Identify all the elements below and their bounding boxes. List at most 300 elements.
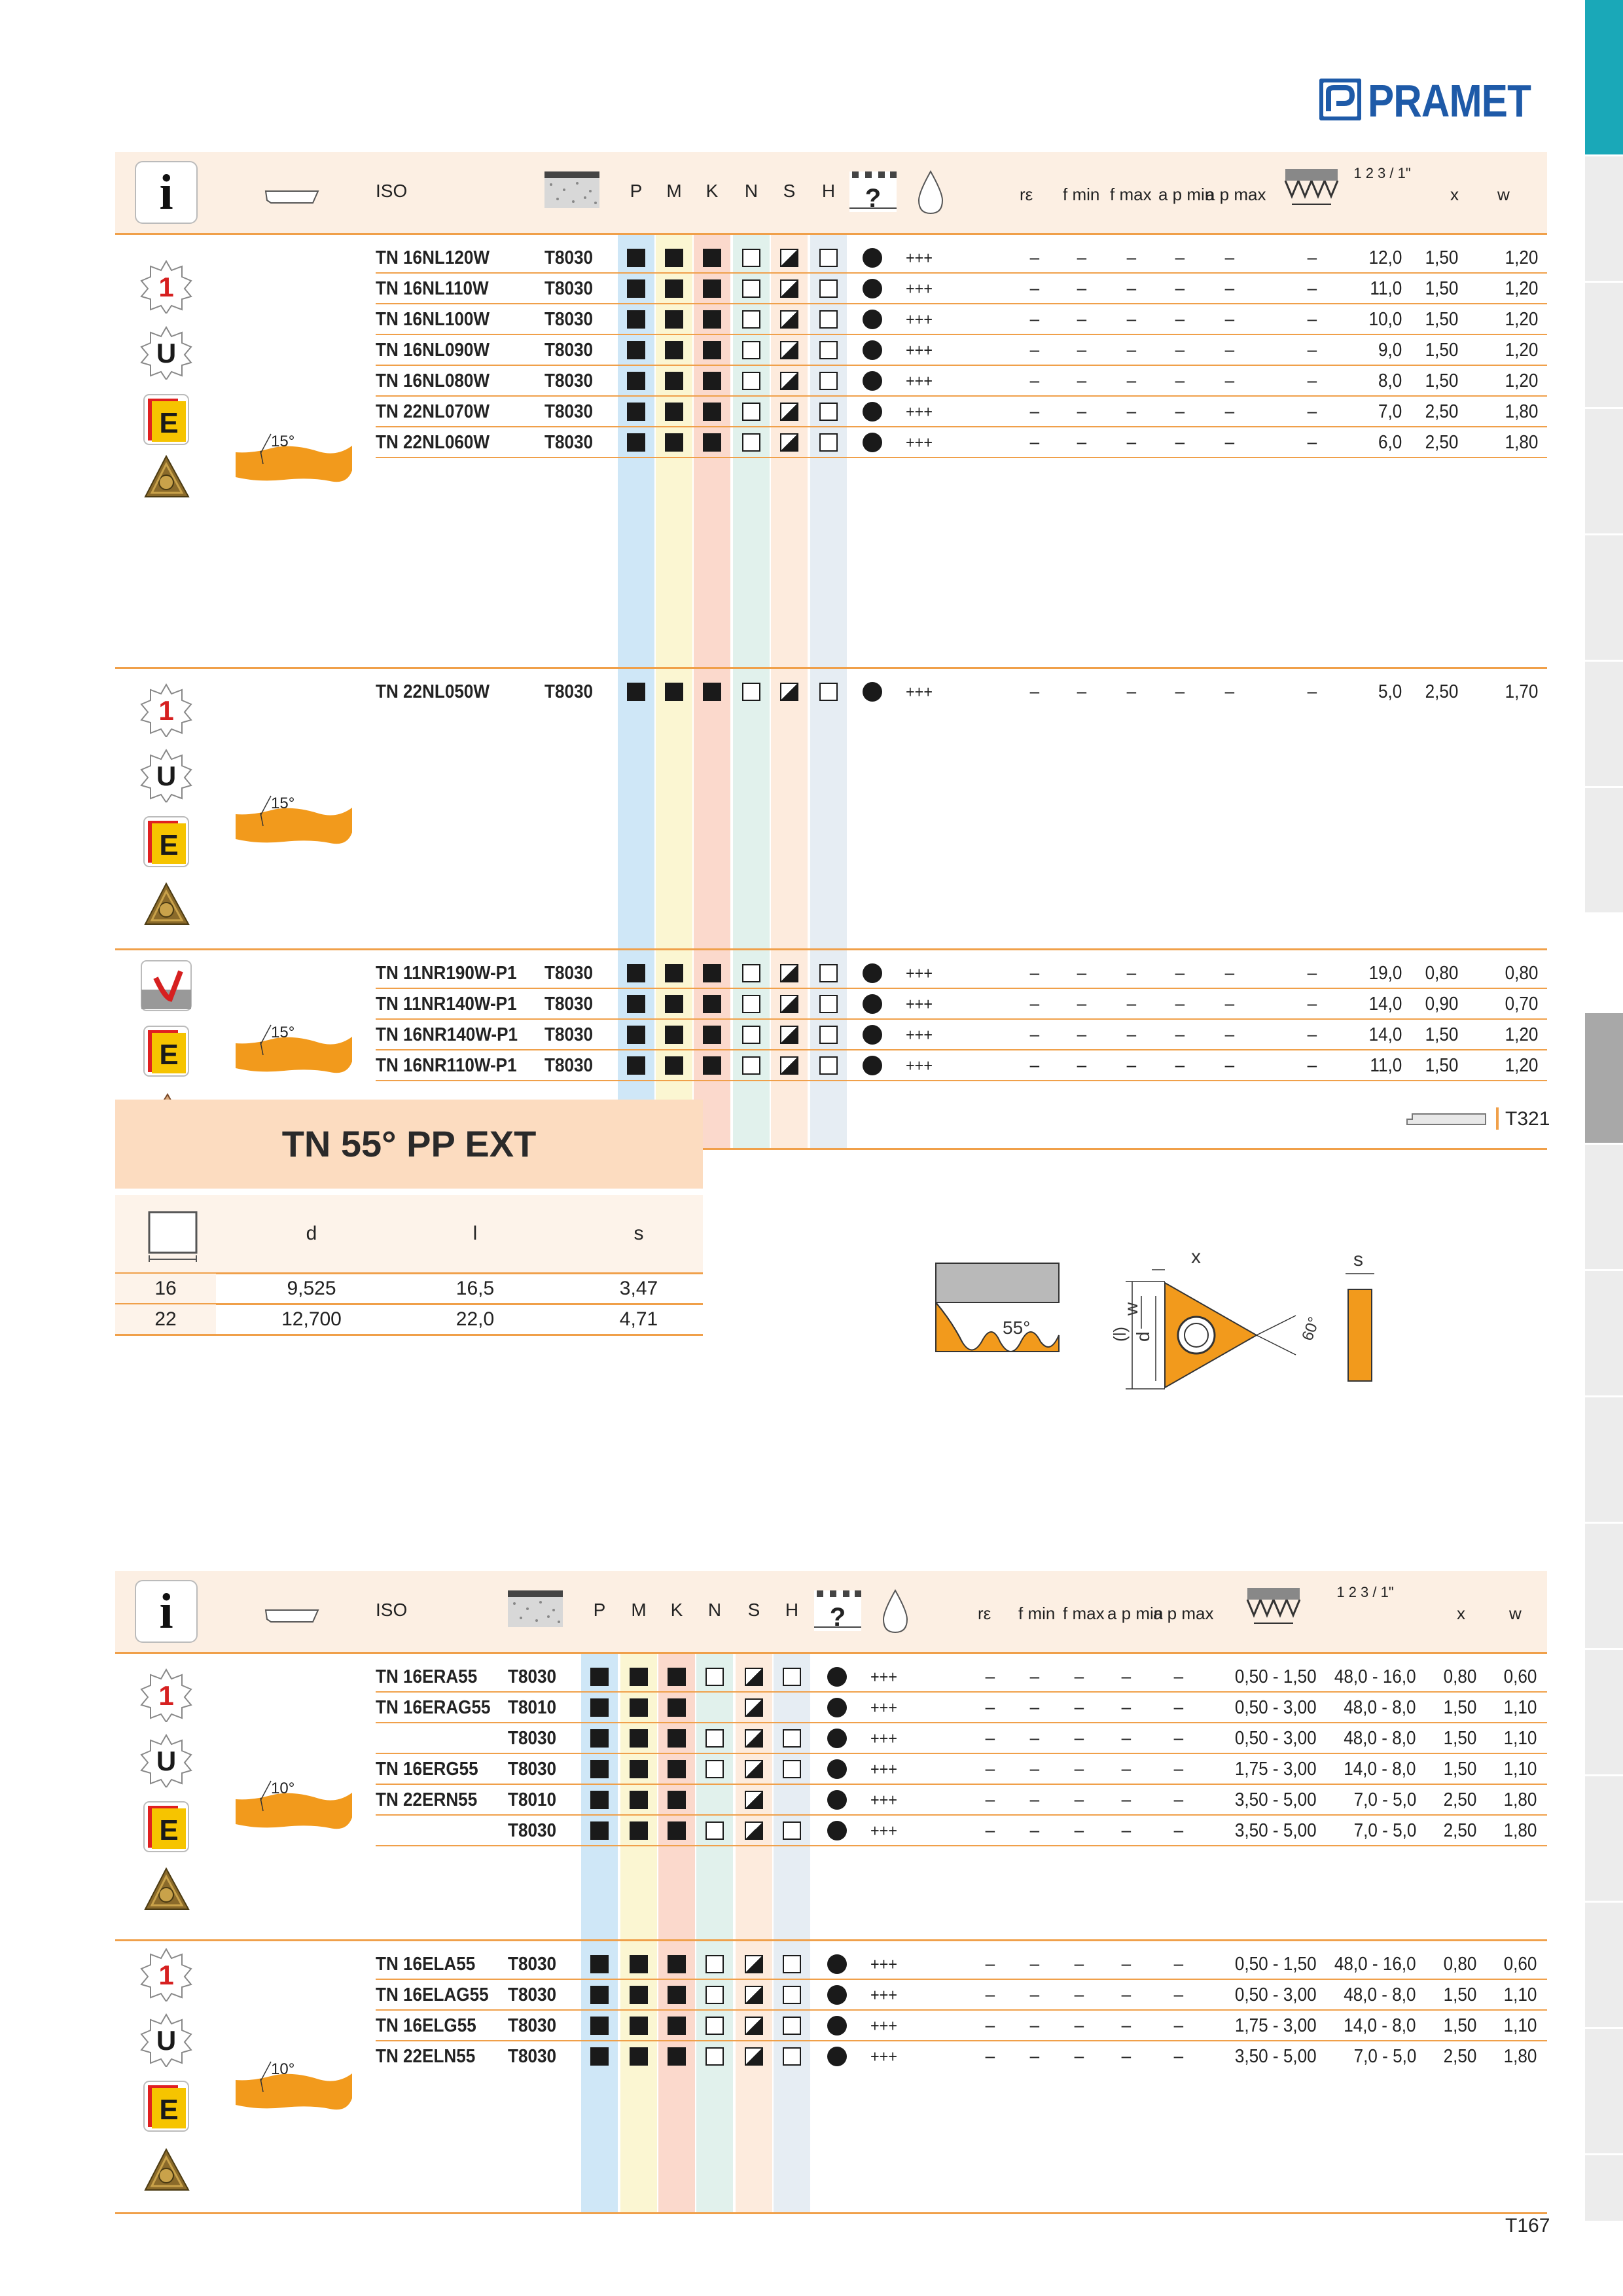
value-ap-range: 0,50 - 1,50: [1235, 1954, 1317, 1975]
value-ap-range: 0,50 - 3,00: [1235, 1728, 1317, 1749]
value-ap-max: –: [1224, 340, 1234, 361]
value-thread-pitch: –: [1307, 370, 1317, 391]
coolant-rating: +++: [870, 1759, 898, 1779]
dim-l: 22,0: [455, 1308, 495, 1330]
value-r-epsilon: –: [1029, 340, 1039, 361]
recommended-dot: [863, 340, 882, 360]
suitability-m-full: [630, 1729, 648, 1748]
suitability-p-full: [627, 964, 645, 982]
info-icon[interactable]: i: [135, 161, 198, 224]
value-f-max: –: [1074, 1728, 1084, 1749]
coolant-rating: +++: [906, 963, 933, 983]
header-material-p: P: [593, 1600, 606, 1620]
value-f-min: –: [1077, 432, 1086, 453]
value-tpi: 14,0: [1368, 1024, 1402, 1045]
material-band: [733, 669, 770, 948]
coolant-rating: +++: [870, 1985, 898, 2005]
suitability-m-full: [665, 964, 683, 982]
insert-technical-drawing: [929, 1244, 1387, 1427]
designation[interactable]: TN 11NR140W-P1: [376, 994, 517, 1014]
recommended-dot: [863, 994, 882, 1014]
value-f-max: –: [1126, 432, 1136, 453]
value-ap-range: 0,50 - 3,00: [1235, 1697, 1317, 1718]
coolant-rating: +++: [906, 994, 933, 1014]
value-f-min: –: [1029, 1697, 1039, 1718]
suitability-k-full: [668, 1760, 686, 1778]
value-f-min: –: [1077, 340, 1086, 361]
coolant-rating: +++: [870, 1667, 898, 1687]
workpiece-section: [936, 1263, 1059, 1302]
designation[interactable]: TN 16NL090W: [376, 340, 490, 361]
universal-u-icon: [139, 747, 194, 802]
value-f-max: –: [1126, 1055, 1136, 1076]
dimension-row[interactable]: [115, 1304, 703, 1336]
suitability-m-full: [665, 310, 683, 329]
suitability-k-full: [703, 964, 721, 982]
recommended-dot: [827, 1954, 847, 1974]
value-r-epsilon: –: [985, 1789, 995, 1810]
value-thread-pitch: –: [1307, 432, 1317, 453]
header-material-h: H: [821, 181, 836, 201]
value-thread-pitch: –: [1307, 681, 1317, 702]
header-r-epsilon: rε: [978, 1604, 991, 1623]
suitability-p-full: [590, 1698, 609, 1717]
size: 22: [154, 1308, 177, 1330]
value-ap-max: –: [1224, 994, 1234, 1014]
side-tab[interactable]: [1585, 1145, 1623, 1271]
angle-55: 55°: [1003, 1318, 1031, 1338]
designation[interactable]: TN 16ELAG55: [376, 1984, 489, 2005]
designation[interactable]: TN 16NL100W: [376, 309, 490, 330]
pramet-logo: [1319, 73, 1548, 124]
value-ap-max: –: [1173, 1984, 1183, 2005]
value-x: 2,50: [1425, 401, 1458, 422]
suitability-h-empty: [819, 995, 838, 1013]
suitability-n-empty: [742, 310, 760, 329]
suitability-n-empty: [742, 683, 760, 701]
value-ap-min: –: [1175, 340, 1185, 361]
value-ap-max: –: [1173, 1759, 1183, 1780]
side-tab[interactable]: [1585, 535, 1623, 662]
value-thread-pitch: –: [1307, 340, 1317, 361]
suitability-k-full: [668, 2017, 686, 2035]
dim-l-label: (l): [1110, 1326, 1130, 1342]
value-tpi-range: 48,0 - 16,0: [1334, 1954, 1416, 1975]
profile-angle: 10°: [271, 1780, 295, 1797]
suitability-k-full: [703, 995, 721, 1013]
recommended-dot: [863, 682, 882, 702]
side-tab[interactable]: [1585, 2029, 1623, 2155]
insert-table-1: [115, 152, 1547, 1076]
value-r-epsilon: –: [1029, 309, 1039, 330]
value-thread-pitch: –: [1307, 278, 1317, 299]
designation[interactable]: TN 16NR110W-P1: [376, 1055, 517, 1076]
value-r-epsilon: –: [985, 1984, 995, 2005]
value-ap-min: –: [1175, 963, 1185, 984]
value-tpi-range: 14,0 - 8,0: [1344, 1759, 1416, 1780]
value-ap-min: –: [1175, 370, 1185, 391]
insert-photo-icon: [139, 451, 194, 506]
value-f-max: –: [1074, 2046, 1084, 2067]
suitability-k-full: [703, 1056, 721, 1075]
grade: T8030: [508, 1984, 557, 2005]
value-x: 2,50: [1425, 681, 1458, 702]
designation[interactable]: TN 22ELN55: [376, 2046, 476, 2067]
designation[interactable]: TN 16ERG55: [376, 1759, 478, 1780]
value-ap-min: –: [1175, 1024, 1185, 1045]
suitability-n-empty: [705, 2047, 724, 2066]
value-tpi-range: 14,0 - 8,0: [1344, 2015, 1416, 2036]
value-f-min: –: [1029, 1954, 1039, 1975]
grade: T8010: [508, 1697, 557, 1718]
side-tab[interactable]: [1585, 1524, 1623, 1650]
header-iso: ISO: [376, 181, 408, 201]
suitability-s-half: [780, 964, 798, 982]
value-tpi-range: 48,0 - 8,0: [1344, 1728, 1416, 1749]
side-tab[interactable]: [1585, 1271, 1623, 1397]
suitability-h-empty: [819, 1026, 838, 1044]
suitability-m-full: [665, 995, 683, 1013]
value-tpi-range: 48,0 - 8,0: [1344, 1697, 1416, 1718]
suitability-m-full: [630, 1986, 648, 2004]
value-f-max: –: [1126, 963, 1136, 984]
value-f-min: –: [1077, 681, 1086, 702]
value-f-min: –: [1077, 278, 1086, 299]
dim-header-l: l: [473, 1223, 478, 1244]
group-separator: [115, 1939, 1547, 1941]
value-ap-min: –: [1175, 1055, 1185, 1076]
value-tpi: 9,0: [1378, 340, 1402, 361]
suitability-p-full: [627, 310, 645, 329]
value-ap-max: –: [1224, 401, 1234, 422]
value-thread-pitch: –: [1307, 994, 1317, 1014]
suitability-h-empty: [819, 279, 838, 298]
suitability-k-full: [703, 683, 721, 701]
profile-angle: 15°: [271, 1024, 295, 1041]
side-tab[interactable]: [1585, 156, 1623, 283]
insert-photo-icon: [139, 878, 194, 933]
designation[interactable]: TN 16NL120W: [376, 247, 490, 268]
dim-x-label: x: [1191, 1246, 1201, 1268]
suitability-n-empty: [742, 341, 760, 359]
value-ap-range: 3,50 - 5,00: [1235, 1820, 1317, 1841]
value-thread-pitch: –: [1307, 247, 1317, 268]
designation[interactable]: TN 22NL060W: [376, 432, 490, 453]
header-ap-max: a p max: [1153, 1604, 1214, 1623]
recommended-dot: [863, 433, 882, 452]
value-f-min: –: [1029, 1666, 1039, 1687]
coolant-rating: +++: [906, 248, 933, 268]
value-ap-max: –: [1224, 247, 1234, 268]
side-tab[interactable]: [1585, 1776, 1623, 1903]
value-f-max: –: [1074, 1984, 1084, 2005]
value-x: 1,50: [1425, 309, 1458, 330]
value-ap-min: –: [1175, 401, 1185, 422]
value-f-max: –: [1074, 2015, 1084, 2036]
value-ap-min: –: [1121, 1759, 1131, 1780]
value-f-max: –: [1126, 681, 1136, 702]
coolant-rating: +++: [906, 1025, 933, 1045]
coolant-question-icon: [812, 1588, 864, 1634]
suitability-p-full: [627, 249, 645, 267]
grade: T8030: [508, 1759, 557, 1780]
grade: T8030: [544, 681, 594, 702]
suitability-s-half: [780, 279, 798, 298]
side-tab[interactable]: [1585, 662, 1623, 788]
suitability-m-full: [630, 1955, 648, 1973]
value-ap-max: –: [1173, 2046, 1183, 2067]
side-tab-section[interactable]: [1585, 1013, 1623, 1145]
suitability-h-empty: [819, 372, 838, 390]
suitability-m-full: [630, 1760, 648, 1778]
side-tab[interactable]: [1585, 1903, 1623, 2029]
suitability-p-full: [627, 1026, 645, 1044]
header-material-p: P: [630, 181, 643, 201]
svg-text:1: 1: [158, 1960, 174, 1990]
value-r-epsilon: –: [1029, 432, 1039, 453]
dim-w-label: w: [1121, 1302, 1141, 1316]
insert-size-icon: [147, 1210, 202, 1262]
header-ap-min: a p min: [1158, 185, 1215, 204]
designation[interactable]: TN 22NL050W: [376, 681, 490, 702]
value-tpi: 11,0: [1370, 1055, 1402, 1076]
value-ap-range: 3,50 - 5,00: [1235, 1789, 1317, 1810]
suitability-m-full: [630, 2047, 648, 2066]
side-tab[interactable]: [1585, 2155, 1623, 2223]
value-r-epsilon: –: [985, 1697, 995, 1718]
grade: T8030: [508, 1820, 557, 1841]
suitability-p-full: [590, 2047, 609, 2066]
value-ap-max: –: [1173, 1954, 1183, 1975]
value-w: 0,80: [1505, 963, 1538, 984]
header-f-min: f min: [1063, 185, 1100, 204]
value-ap-min: –: [1175, 278, 1185, 299]
svg-text:U: U: [156, 2025, 177, 2056]
value-ap-max: –: [1173, 1728, 1183, 1749]
suitability-h-empty: [819, 310, 838, 329]
value-ap-min: –: [1121, 1697, 1131, 1718]
grade: T8030: [544, 370, 594, 391]
value-f-max: –: [1126, 278, 1136, 299]
value-w: 1,80: [1503, 1789, 1537, 1810]
header-material-n: N: [744, 181, 758, 201]
suitability-n-empty: [705, 1955, 724, 1973]
profile-angle: 10°: [271, 2060, 295, 2078]
coolant-rating: +++: [906, 682, 933, 702]
header-x: x: [1457, 1604, 1465, 1623]
ref-divider: [1496, 1107, 1499, 1130]
grade: T8030: [544, 994, 594, 1014]
suitability-k-full: [668, 2047, 686, 2066]
value-r-epsilon: –: [1029, 994, 1039, 1014]
value-tpi-range: 48,0 - 8,0: [1344, 1984, 1416, 2005]
header-material-m: M: [631, 1600, 647, 1620]
value-ap-min: –: [1175, 432, 1185, 453]
designation[interactable]: TN 16ERA55: [376, 1666, 478, 1687]
side-tab[interactable]: [1585, 283, 1623, 409]
value-w: 0,60: [1503, 1954, 1537, 1975]
value-f-max: –: [1126, 247, 1136, 268]
suitability-h-empty: [783, 1668, 801, 1686]
dim-d: 9,525: [287, 1278, 336, 1299]
side-tab-active[interactable]: [1585, 0, 1623, 156]
suitability-k-full: [668, 1791, 686, 1809]
value-r-epsilon: –: [985, 1820, 995, 1841]
suitability-k-full: [668, 1821, 686, 1840]
material-band: [694, 669, 730, 948]
recommended-dot: [827, 1759, 847, 1779]
suitability-n-empty: [705, 1729, 724, 1748]
coolant-rating: +++: [906, 433, 933, 452]
insert-table-2: [115, 1571, 1547, 2212]
grade-texture-icon: [544, 171, 599, 208]
value-x: 1,50: [1425, 1024, 1458, 1045]
designation[interactable]: TN 16ELA55: [376, 1954, 476, 1975]
coolant-rating: +++: [906, 310, 933, 329]
suitability-h-empty: [819, 403, 838, 421]
suitability-h-empty: [783, 1821, 801, 1840]
value-x: 1,50: [1425, 278, 1458, 299]
dimension-row[interactable]: [115, 1274, 703, 1305]
value-f-min: –: [1029, 1820, 1039, 1841]
value-tpi: 11,0: [1370, 278, 1402, 299]
suitability-p-full: [590, 2017, 609, 2035]
material-band: [771, 669, 808, 948]
value-f-max: –: [1074, 1954, 1084, 1975]
dimension-table-header: [115, 1195, 703, 1274]
value-w: 0,70: [1505, 994, 1538, 1014]
svg-text:?: ?: [865, 184, 882, 213]
designation[interactable]: TN 16NL080W: [376, 370, 490, 391]
suitability-s-half: [745, 1668, 763, 1686]
grade: T8010: [508, 1789, 557, 1810]
suitability-p-full: [627, 341, 645, 359]
suitability-m-full: [665, 279, 683, 298]
grade: T8030: [544, 963, 594, 984]
value-r-epsilon: –: [1029, 1024, 1039, 1045]
designation[interactable]: TN 22ERN55: [376, 1789, 478, 1810]
info-icon[interactable]: i: [135, 1580, 198, 1643]
value-thread-pitch: –: [1307, 401, 1317, 422]
insert-photo-icon: [139, 2144, 194, 2199]
header-material-s: S: [747, 1600, 760, 1620]
suitability-k-full: [703, 310, 721, 329]
recommended-dot: [827, 1985, 847, 2005]
value-x: 1,50: [1425, 340, 1458, 361]
value-w: 1,80: [1503, 2046, 1537, 2067]
suitability-k-full: [703, 279, 721, 298]
brand-name: PRAMET: [1368, 75, 1531, 126]
recommended-dot: [827, 2047, 847, 2066]
value-ap-range: 1,75 - 3,00: [1235, 2015, 1317, 2036]
grade: T8030: [544, 278, 594, 299]
suitability-p-full: [627, 372, 645, 390]
svg-text:E: E: [159, 2094, 179, 2126]
value-ap-min: –: [1121, 1820, 1131, 1841]
value-tpi: 6,0: [1378, 432, 1402, 453]
suitability-s-half: [745, 1698, 763, 1717]
value-w: 1,80: [1503, 1820, 1537, 1841]
suitability-n-empty: [742, 1026, 760, 1044]
value-ap-range: 0,50 - 3,00: [1235, 1984, 1317, 2005]
suitability-p-full: [590, 1821, 609, 1840]
suitability-p-full: [627, 995, 645, 1013]
dim-s: 3,47: [619, 1278, 658, 1299]
value-x: 2,50: [1443, 2046, 1476, 2067]
suitability-n-empty: [742, 279, 760, 298]
side-tab[interactable]: [1585, 788, 1623, 914]
coolant-rating: +++: [870, 1790, 898, 1810]
value-ap-min: –: [1121, 1984, 1131, 2005]
recommended-dot: [863, 1025, 882, 1045]
header-w: w: [1497, 185, 1510, 204]
value-ap-max: –: [1224, 681, 1234, 702]
value-f-max: –: [1126, 370, 1136, 391]
recommended-dot: [827, 1821, 847, 1840]
suitability-h-empty: [819, 964, 838, 982]
suitability-h-empty: [819, 249, 838, 267]
grade: T8030: [508, 2015, 557, 2036]
suitability-s-half: [780, 249, 798, 267]
value-ap-min: –: [1121, 1728, 1131, 1749]
value-w: 1,20: [1505, 247, 1538, 268]
value-ap-min: –: [1175, 681, 1185, 702]
designation[interactable]: TN 16NL110W: [376, 278, 489, 299]
value-w: 1,20: [1505, 340, 1538, 361]
coolant-question-icon: [847, 169, 899, 215]
coolant-drop-icon: [915, 169, 946, 216]
value-ap-min: –: [1121, 2015, 1131, 2036]
value-x: 1,50: [1443, 1697, 1476, 1718]
grade: T8030: [508, 1728, 557, 1749]
value-w: 1,10: [1503, 1984, 1537, 2005]
suitability-p-full: [627, 433, 645, 452]
value-ap-min: –: [1121, 1789, 1131, 1810]
header-x: x: [1450, 185, 1459, 204]
recommended-dot: [827, 1729, 847, 1748]
svg-text:E: E: [159, 407, 179, 439]
value-f-min: –: [1029, 1759, 1039, 1780]
side-tab[interactable]: [1585, 1650, 1623, 1776]
suitability-k-full: [668, 1668, 686, 1686]
designation[interactable]: TN 22NL070W: [376, 401, 490, 422]
recommended-dot: [863, 371, 882, 391]
grade: T8030: [544, 340, 594, 361]
value-x: 2,50: [1443, 1820, 1476, 1841]
side-tab[interactable]: [1585, 1397, 1623, 1524]
suitability-m-full: [665, 341, 683, 359]
suitability-h-empty: [819, 1056, 838, 1075]
designation[interactable]: TN 11NR190W-P1: [376, 963, 517, 984]
coolant-rating: +++: [870, 1954, 898, 1974]
suitability-n-empty: [705, 1986, 724, 2004]
designation[interactable]: TN 16NR140W-P1: [376, 1024, 518, 1045]
designation[interactable]: TN 16ELG55: [376, 2015, 476, 2036]
insert-photo-icon: [139, 1863, 194, 1918]
designation[interactable]: TN 16ERAG55: [376, 1697, 491, 1718]
ref-code: T321: [1505, 1108, 1550, 1130]
value-ap-range: 3,50 - 5,00: [1235, 2046, 1317, 2067]
grade: T8030: [544, 247, 594, 268]
value-tpi-range: 7,0 - 5,0: [1353, 1820, 1416, 1841]
suitability-n-empty: [705, 1760, 724, 1778]
thread-pitch-icon: [1246, 1587, 1301, 1632]
value-w: 1,80: [1505, 432, 1538, 453]
side-tab[interactable]: [1585, 409, 1623, 535]
suitability-s-half: [780, 403, 798, 421]
suitability-p-full: [590, 1760, 609, 1778]
suitability-k-full: [703, 433, 721, 452]
